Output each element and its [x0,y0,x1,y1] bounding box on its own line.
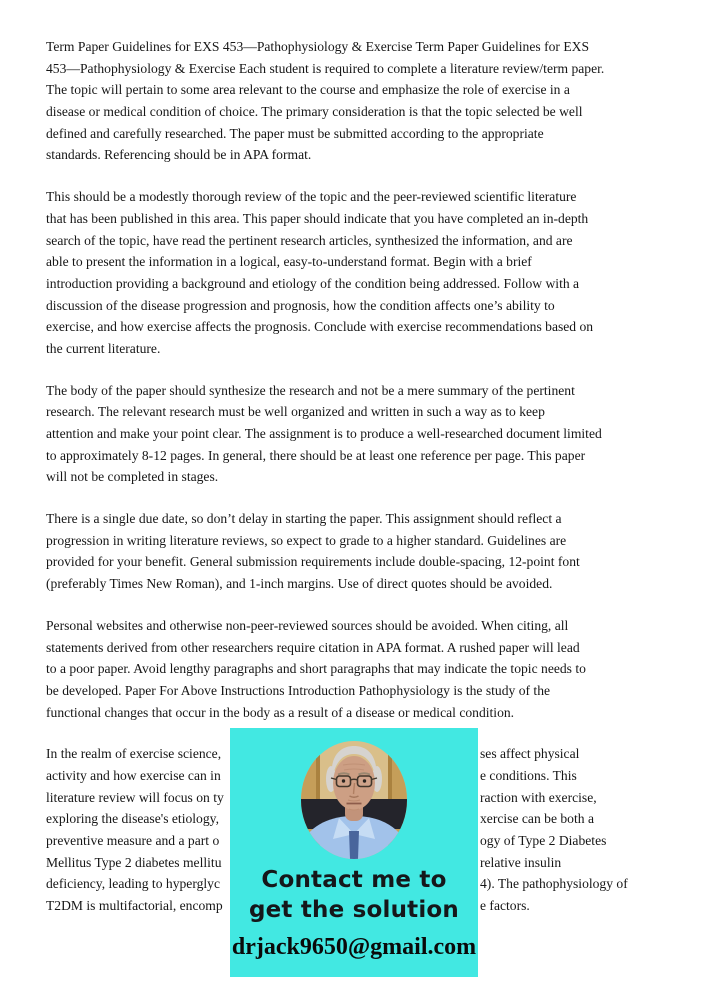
text-line: introduction providing a background and etiology of the condition being addressed. Follow with a [46,275,580,291]
text-fragment-left: Mellitus Type 2 diabetes mellitu [46,854,222,870]
text-line: search of the topic, have read the pertinent research articles, synthesized the information, and are [46,232,573,248]
promo-heading [249,865,459,925]
promo-email: drjack9650@gmail.com [231,934,477,960]
text-line: Term Paper Guidelines for EXS 453—Pathophysiology & Exercise Term Paper Guidelines for EXS [46,39,590,54]
text-fragment-left: preventive measure and a part o [46,833,220,848]
text-line: progression in writing literature reviews, so expect to grade to a higher standard. Guidelines are [46,532,567,548]
text-line: 453—Pathophysiology & Exercise Each student is required to complete a literature review/term paper. [46,60,605,76]
text-fragment-left: T2DM is multifactorial, encomp [46,898,223,914]
text-line: exercise, and how exercise affects the prognosis. Conclude with exercise recommendations based on [46,319,594,335]
paragraph-4 [46,508,668,595]
text-fragment-right: xercise can be both a [480,811,594,827]
text-line: be developed. Paper For Above Instructions Introduction Pathophysiology is the study of the [46,682,551,698]
text-line: that has been published in this area. This paper should indicate that you have completed an in-depth [46,210,589,226]
text-fragment-right: ses affect physical [480,746,580,762]
text-line: to a poor paper. Avoid lengthy paragraphs and short paragraphs that may indicate the topic needs to [46,661,586,677]
text-line: functional changes that occur in the body as a result of a disease or medical condition. [46,704,515,720]
text-fragment-right: e factors. [480,898,530,914]
promo-overlay [230,728,478,977]
text-line: standards. Referencing should be in APA format. [46,147,312,163]
text-line: (preferably Times New Roman), and 1-inch margins. Use of direct quotes should be avoided. [46,576,553,592]
text-line: statements derived from other researchers require citation in APA format. A rushed paper will lead [46,639,580,655]
paragraph-5 [46,615,668,723]
paragraph-3 [46,380,668,488]
text-line: will not be completed in stages. [46,469,219,485]
paragraph-2 [46,186,668,360]
text-fragment-left: activity and how exercise can in [46,767,221,783]
text-line: The body of the paper should synthesize the research and not be a mere summary of the pertinent [46,382,575,398]
text-line: attention and make your point clear. The assignment is to produce a well-researched document limited [46,426,602,441]
text-line: provided for your benefit. General submission requirements include double-spacing, 12-point font [46,554,580,570]
text-line: defined and carefully researched. The paper must be submitted according to the appropriate [46,125,544,141]
text-line: discussion of the disease progression and prognosis, how the condition affects one’s ability to [46,297,555,313]
text-fragment-left: In the realm of exercise science, [46,746,222,762]
promo-heading-line1: Contact me to [261,867,447,893]
text-line: There is a single due date, so don’t delay in starting the paper. This assignment should reflect a [46,511,562,527]
text-line: The topic will pertain to some area relevant to the course and emphasize the role of exercise in a [46,82,570,98]
text-fragment-left: exploring the disease's etiology, [46,811,219,827]
text-line: the current literature. [46,340,161,356]
text-fragment-right: e conditions. This [480,767,577,783]
text-fragment-left: literature review will focus on ty [46,789,224,805]
text-line: research. The relevant research must be well organized and written in such a way as to keep [46,404,545,420]
tutor-portrait-photo [301,741,407,859]
text-fragment-right: relative insulin [480,854,562,870]
text-line: able to present the information in a logical, easy-to-understand format. Begin with a brief [46,254,532,270]
text-fragment-right: raction with exercise, [480,789,597,805]
paragraph-1 [46,36,668,166]
text-fragment-left: deficiency, leading to hyperglyc [46,876,221,892]
text-line: to approximately 8-12 pages. In general, there should be at least one reference per page. This paper [46,447,586,463]
promo-heading-line2: get the solution [248,897,460,923]
text-line: disease or medical condition of choice. The primary consideration is that the topic selected be well [46,104,583,120]
text-fragment-right: 4). The pathophysiology of [480,876,628,892]
text-line: This should be a modestly thorough review of the topic and the peer-reviewed scientific literature [46,189,577,205]
text-line: Personal websites and otherwise non-peer-reviewed sources should be avoided. When citing, all [46,617,569,633]
text-fragment-right: ogy of Type 2 Diabetes [480,833,607,848]
